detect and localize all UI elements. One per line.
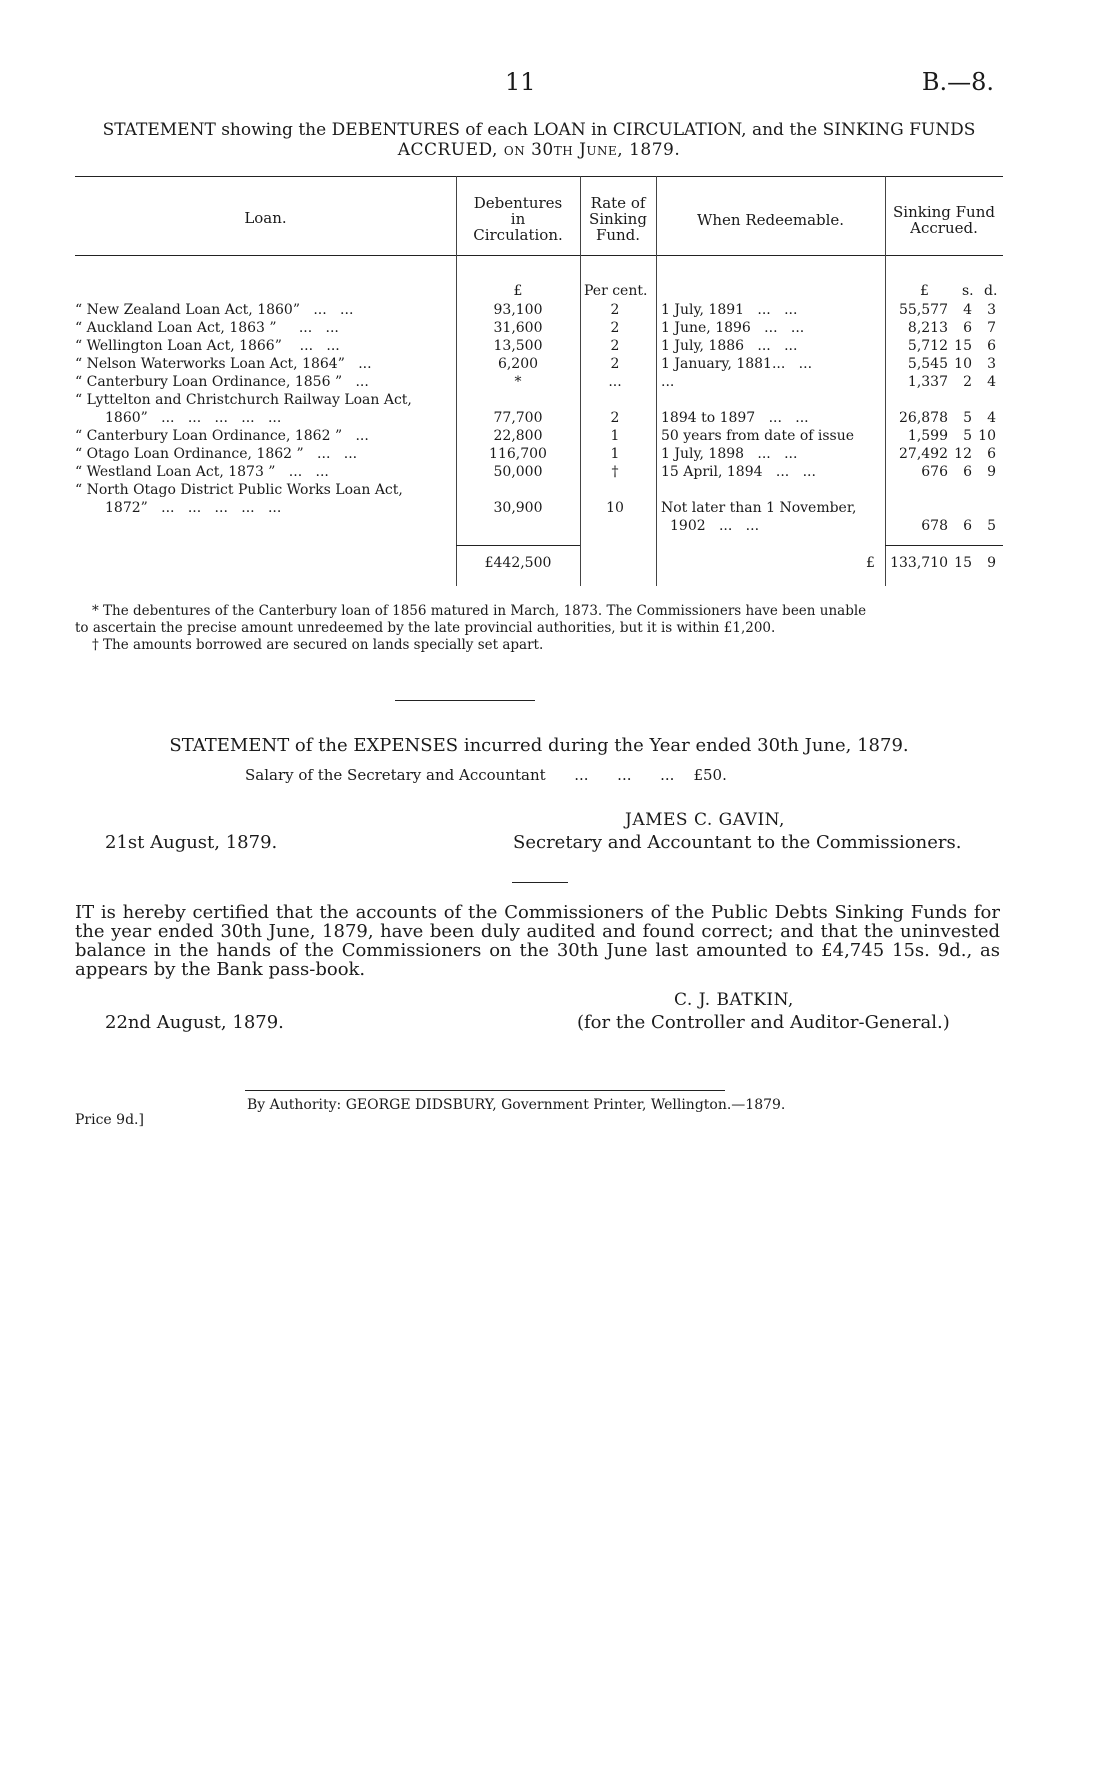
- loan-name: “ Lyttelton and Christchurch Railway Loan Act,: [75, 392, 412, 408]
- redeemable-date: 15 April, 1894 ... ...: [661, 464, 816, 480]
- printer-authority: By Authority: GEORGE DIDSBURY, Government Printer, Wellington.—1879.: [247, 1097, 786, 1113]
- sinking-pounds: 55,577: [899, 302, 948, 318]
- sinking-pence: 6: [987, 338, 996, 354]
- redeemable-date: Not later than 1 November,: [661, 500, 857, 516]
- sinking-pounds: 678: [921, 518, 948, 534]
- loan-name: “ North Otago District Public Works Loan Act,: [75, 482, 403, 498]
- total-debentures: £442,500: [484, 555, 552, 571]
- sinking-shillings: 12: [954, 446, 972, 462]
- sinking-pounds: 1,599: [907, 428, 948, 444]
- certificate-date: 22nd August, 1879.: [105, 1012, 284, 1033]
- price: Price 9d.]: [75, 1112, 144, 1128]
- sinking-pounds: 26,878: [899, 410, 948, 426]
- unit-pound: £: [920, 283, 929, 299]
- total-rule: [456, 545, 580, 546]
- unit-per-cent: Per cent.: [584, 283, 648, 299]
- sinking-pence: 6: [987, 446, 996, 462]
- header-rate: [580, 195, 656, 243]
- column-divider: [656, 176, 657, 586]
- sinking-shillings: 15: [954, 338, 972, 354]
- rate-value: 1: [610, 446, 620, 462]
- redeemable-date: 50 years from date of issue: [661, 428, 855, 444]
- page-number: 11: [505, 68, 536, 96]
- signer-title: Secretary and Accountant to the Commissioners.: [513, 832, 962, 853]
- debentures-value: 31,600: [493, 320, 543, 336]
- total-rule: [885, 545, 1003, 546]
- header-debentures-line: in: [510, 210, 526, 228]
- sinking-pounds: 5,545: [907, 356, 948, 372]
- page-reference: B.—8.: [921, 68, 994, 96]
- debentures-value: 116,700: [489, 446, 547, 462]
- rate-value: 2: [610, 410, 620, 426]
- sinking-shillings: 5: [963, 428, 972, 444]
- total-shillings: 15: [954, 555, 972, 571]
- rate-value: 1: [610, 428, 620, 444]
- loan-name-cont: 1872” ... ... ... ... ...: [105, 500, 282, 516]
- rate-value: 2: [610, 356, 620, 372]
- audit-certificate: IT is hereby certified that the accounts of the Commissioners of the Public Debts Sinking Funds for the year ended 30th June, 1879, have been duly audited and found correct; and that the uninvested balance in the hands of the Commissioners on the 30th June last amounted to £4,745 15s. 9d., as appears by the Bank pass-book.: [75, 902, 1000, 980]
- debentures-value: 6,200: [497, 356, 539, 372]
- unit-pence: d.: [984, 283, 998, 299]
- sinking-pence: 5: [987, 518, 996, 534]
- debentures-value: 50,000: [493, 464, 543, 480]
- table-title-line2: ACCRUED, on 30th June, 1879.: [397, 140, 681, 160]
- total-pounds: 133,710: [890, 555, 948, 571]
- sinking-pence: 9: [987, 464, 996, 480]
- section-divider: [395, 700, 535, 701]
- signer-name: JAMES C. GAVIN,: [625, 810, 785, 830]
- header-sinking-line: Accrued.: [910, 219, 978, 237]
- rate-value: 2: [610, 320, 620, 336]
- loan-name: “ Nelson Waterworks Loan Act, 1864” ...: [75, 356, 372, 372]
- section-divider: [512, 882, 568, 883]
- rate-value: †: [611, 464, 619, 480]
- rate-value: 2: [610, 302, 620, 318]
- sinking-pounds: 5,712: [907, 338, 948, 354]
- expenses-title: STATEMENT of the EXPENSES incurred during the Year ended 30th June, 1879.: [169, 735, 909, 756]
- loan-name: “ Westland Loan Act, 1873 ” ... ...: [75, 464, 329, 480]
- sinking-shillings: 5: [963, 410, 972, 426]
- sinking-pounds: 27,492: [899, 446, 948, 462]
- header-debentures-line: Circulation.: [473, 226, 563, 244]
- total-pence: 9: [987, 555, 996, 571]
- debentures-value: 30,900: [493, 500, 543, 516]
- loan-name: “ Auckland Loan Act, 1863 ” ... ...: [75, 320, 339, 336]
- header-loan: Loan.: [244, 209, 287, 227]
- signature-date: 21st August, 1879.: [105, 832, 278, 853]
- sinking-shillings: 10: [954, 356, 972, 372]
- header-rate-line: Rate of: [590, 194, 646, 212]
- sinking-shillings: 6: [963, 518, 972, 534]
- sinking-pounds: 8,213: [907, 320, 948, 336]
- auditor-title: (for the Controller and Auditor-General.): [577, 1012, 950, 1033]
- redeemable-date: 1 June, 1896 ... ...: [661, 320, 805, 336]
- total-pound-sign: £: [866, 555, 875, 571]
- redeemable-date: 1894 to 1897 ... ...: [661, 410, 809, 426]
- table-title: [75, 120, 1003, 160]
- sinking-pence: 3: [987, 302, 996, 318]
- debentures-value: 93,100: [493, 302, 543, 318]
- redeemable-date: 1 July, 1898 ... ...: [661, 446, 798, 462]
- unit-pound: £: [513, 283, 523, 299]
- sinking-shillings: 2: [963, 374, 972, 390]
- table-top-rule: [75, 176, 1003, 177]
- sinking-shillings: 4: [963, 302, 972, 318]
- header-debentures: [456, 195, 580, 243]
- rate-value: 2: [610, 338, 620, 354]
- rate-value: 10: [606, 500, 624, 516]
- header-rate-line: Sinking: [589, 210, 647, 228]
- header-sinking-fund: [885, 204, 1003, 236]
- footnote-star: * The debentures of the Canterbury loan of 1856 matured in March, 1873. The Commissioners have been unable: [92, 603, 867, 619]
- auditor-name: C. J. BATKIN,: [674, 990, 794, 1010]
- sinking-pence: 4: [987, 410, 996, 426]
- table-title-line1: STATEMENT showing the DEBENTURES of each LOAN in CIRCULATION, and the SINKING FUNDS: [102, 120, 976, 140]
- footnote-star-cont: to ascertain the precise amount unredeemed by the late provincial authorities, but it is within £1,200.: [75, 620, 776, 636]
- debentures-value: 77,700: [493, 410, 543, 426]
- unit-shilling: s.: [962, 283, 974, 299]
- sinking-pence: 3: [987, 356, 996, 372]
- sinking-shillings: 6: [963, 464, 972, 480]
- footnote-dagger: † The amounts borrowed are secured on lands specially set apart.: [92, 637, 544, 653]
- redeemable-date: ...: [661, 374, 675, 390]
- header-when-redeemable: When Redeemable.: [696, 211, 845, 229]
- salary-line: Salary of the Secretary and Accountant ... ... ... £50.: [245, 766, 727, 784]
- header-sinking-line: Sinking Fund: [893, 203, 995, 221]
- sinking-pence: 4: [987, 374, 996, 390]
- redeemable-date: 1 July, 1891 ... ...: [661, 302, 798, 318]
- header-rate-line: Fund.: [595, 226, 641, 244]
- sinking-pence: 10: [978, 428, 996, 444]
- sinking-shillings: 6: [963, 320, 972, 336]
- footer-divider: [245, 1090, 725, 1091]
- debentures-value: *: [514, 374, 522, 390]
- debentures-value: 13,500: [493, 338, 543, 354]
- loan-name-cont: 1860” ... ... ... ... ...: [105, 410, 282, 426]
- header-debentures-line: Debentures: [473, 194, 563, 212]
- loan-name: “ New Zealand Loan Act, 1860” ... ...: [75, 302, 354, 318]
- loan-name: “ Otago Loan Ordinance, 1862 ” ... ...: [75, 446, 358, 462]
- table-header-rule: [75, 255, 1003, 256]
- loan-name: “ Canterbury Loan Ordinance, 1856 ” ...: [75, 374, 369, 390]
- redeemable-date-cont: 1902 ... ...: [670, 518, 760, 534]
- redeemable-date: 1 January, 1881... ...: [661, 356, 813, 372]
- loan-name: “ Wellington Loan Act, 1866” ... ...: [75, 338, 340, 354]
- sinking-pounds: 676: [921, 464, 948, 480]
- loan-name: “ Canterbury Loan Ordinance, 1862 ” ...: [75, 428, 369, 444]
- debentures-value: 22,800: [493, 428, 543, 444]
- sinking-pence: 7: [987, 320, 996, 336]
- redeemable-date: 1 July, 1886 ... ...: [661, 338, 798, 354]
- sinking-pounds: 1,337: [907, 374, 948, 390]
- rate-value: ...: [608, 374, 622, 390]
